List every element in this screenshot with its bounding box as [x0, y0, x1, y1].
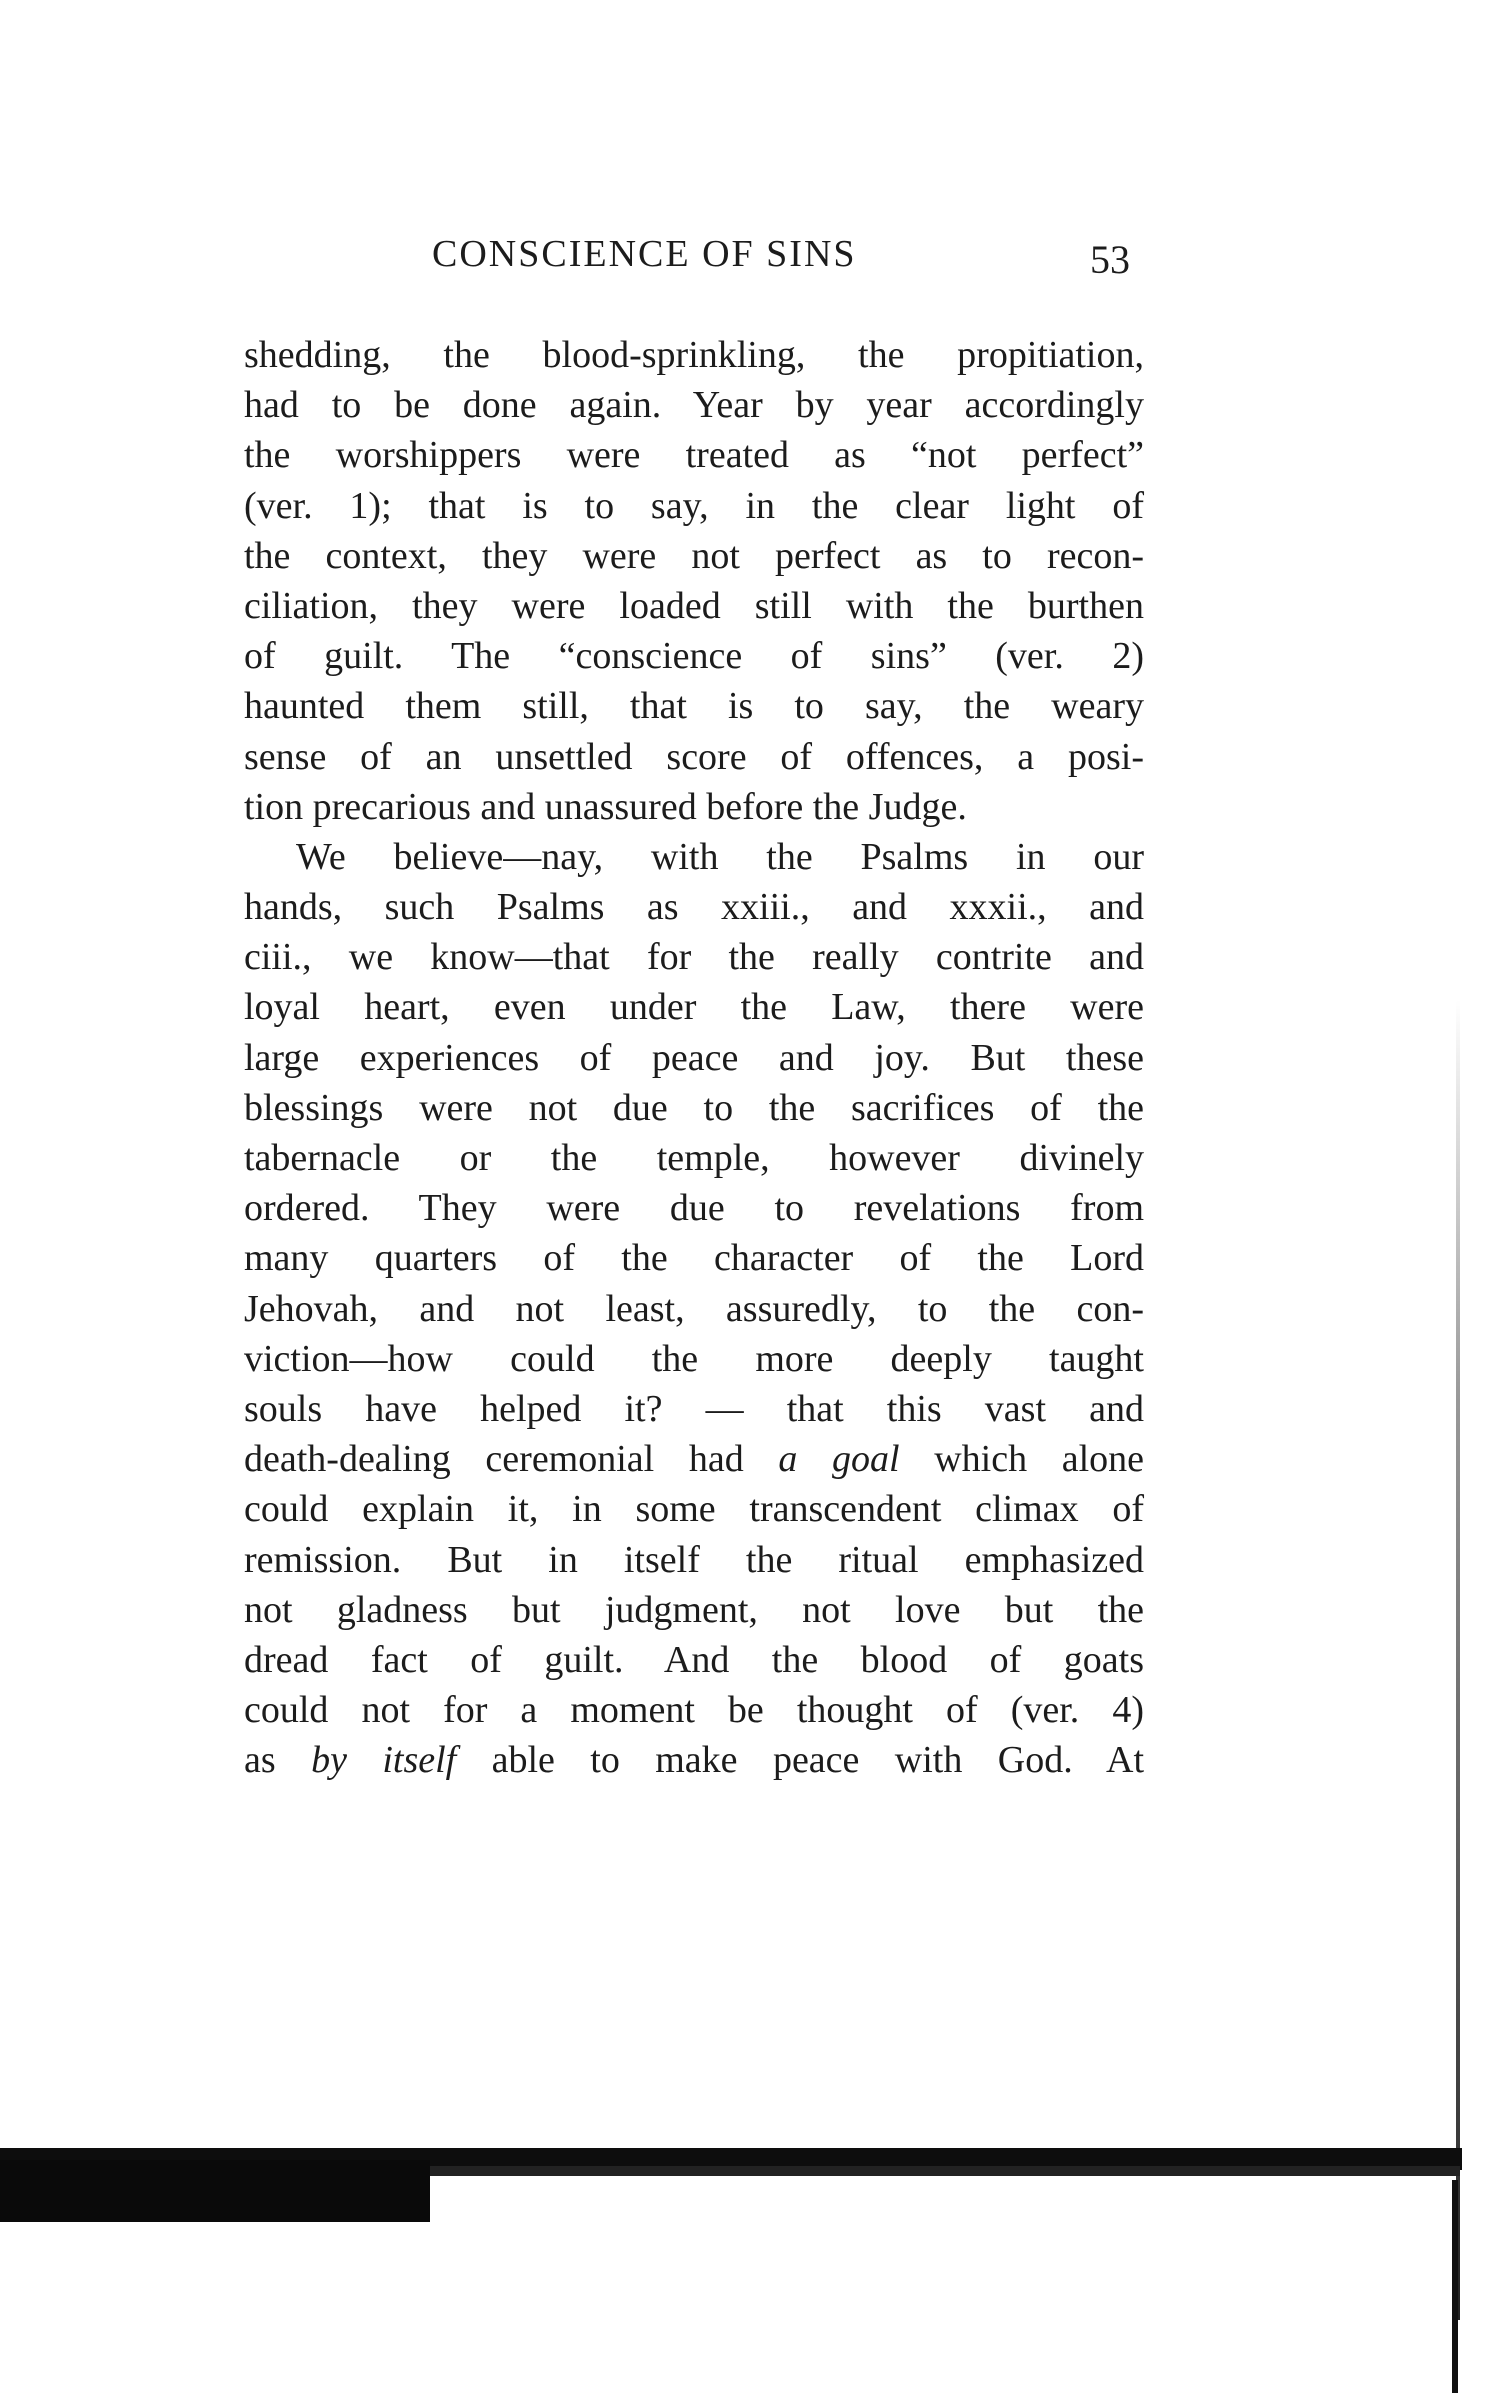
text-run: which alone	[899, 1438, 1145, 1481]
text-run: death-dealing ceremonial had	[244, 1438, 779, 1481]
text-line: hands, such Psalms as xxiii., and xxxii., and	[244, 886, 1144, 929]
text-line: shedding, the blood-sprinkling, the propitiation,	[244, 334, 1144, 376]
text-line: souls have helped it? — that this vast and	[244, 1387, 1144, 1430]
text-line: blessings were not due to the sacrifices of the	[244, 1086, 1144, 1129]
text-line: could explain it, in some transcendent climax of	[244, 1488, 1144, 1531]
text-line: the worshippers were treated as “not perfect”	[244, 434, 1144, 477]
text-line: viction—how could the more deeply taught	[244, 1337, 1144, 1380]
text-line: (ver. 1); that is to say, in the clear light of	[244, 484, 1144, 527]
text-line: remission. But in itself the ritual emphasized	[244, 1538, 1144, 1581]
body-text	[244, 330, 1144, 1785]
paragraph-start-line: We believe—nay, with the Psalms in our	[296, 835, 1144, 878]
text-line: sense of an unsettled score of offences, a posi-	[244, 735, 1144, 778]
text-line: had to be done again. Year by year accordingly	[244, 384, 1144, 427]
text-line: tabernacle or the temple, however divinely	[244, 1137, 1144, 1179]
text-line: haunted them still, that is to say, the weary	[244, 685, 1144, 728]
italic-phrase: by itself	[311, 1739, 457, 1782]
scan-bar-thick	[0, 2160, 430, 2222]
scan-edge-shadow	[1456, 1000, 1460, 2320]
text-line: the context, they were not perfect as to recon-	[244, 534, 1144, 577]
text-run: able to make peace with God. At	[456, 1739, 1144, 1782]
page-number: 53	[1090, 237, 1130, 282]
text-line: loyal heart, even under the Law, there were	[244, 986, 1144, 1029]
italic-phrase: a goal	[778, 1438, 900, 1481]
text-line: ordered. They were due to revelations from	[244, 1187, 1144, 1230]
text-line: ciliation, they were loaded still with the burthen	[244, 584, 1144, 627]
text-line: dread fact of guilt. And the blood of goats	[244, 1638, 1144, 1681]
scan-edge-lower	[1452, 2180, 1458, 2393]
text-line	[244, 1434, 1144, 1484]
text-line: not gladness but judgment, not love but the	[244, 1588, 1144, 1631]
text-line: tion precarious and unassured before the Judge.	[244, 785, 967, 828]
running-title: CONSCIENCE OF SINS	[432, 233, 857, 275]
text-line: could not for a moment be thought of (ver. 4)	[244, 1689, 1144, 1732]
scan-bar-tail	[430, 2166, 1460, 2176]
text-line: ciii., we know—that for the really contrite and	[244, 936, 1144, 979]
text-line: of guilt. The “conscience of sins” (ver. 2)	[244, 635, 1144, 678]
text-line: large experiences of peace and joy. But these	[244, 1036, 1144, 1079]
text-line: Jehovah, and not least, assuredly, to the con-	[244, 1287, 1144, 1330]
text-line	[244, 1735, 1144, 1785]
text-line: many quarters of the character of the Lord	[244, 1237, 1144, 1280]
text-run: as	[244, 1739, 312, 1782]
